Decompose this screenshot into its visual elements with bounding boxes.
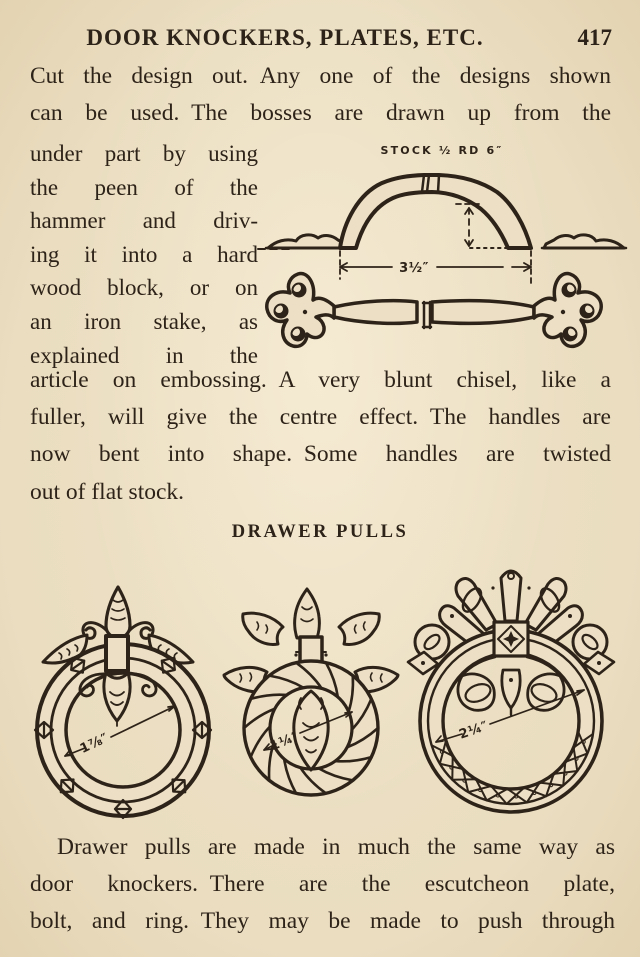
handle-side-view [258, 144, 626, 286]
drawer-pull-rope-ring-figure [212, 565, 407, 820]
drawer-pull-3 [408, 571, 614, 812]
paragraph-drawer-pulls [30, 829, 615, 941]
handle-width-dimension: 3½″ [399, 261, 429, 276]
paragraph-intro [30, 58, 611, 133]
pull1-diameter-dimension: 1⅞″ [77, 730, 112, 757]
text-line: under part by using [30, 141, 258, 166]
text-line: can be used. The bosses are drawn up from the [30, 100, 611, 127]
drawer-pull-rosette-figure [398, 558, 633, 838]
drawer-pull-1 [35, 587, 211, 818]
text-line: door knockers. There are the escutcheon plate, [30, 871, 615, 898]
pull3-diameter-dimension: 2¼″ [457, 718, 491, 743]
text-line: out of flat stock. [30, 478, 185, 505]
text-line: article on embossing. A very blunt chisel, like a [30, 367, 611, 393]
handle-figure [256, 138, 636, 375]
text-line: wood block, or on [30, 275, 258, 301]
text-line: an iron stake, as [30, 308, 258, 334]
text-line: Drawer pulls are made in much the same way as [57, 834, 615, 860]
text-line: ing it into a hard [30, 241, 258, 267]
text-line: bolt, and ring. They may be made to push through [30, 908, 615, 935]
page-number: 417 [577, 25, 612, 50]
stock-dimension-label: STOCK ½ RD 6″ [380, 144, 504, 157]
trefoil-escutcheon [267, 274, 334, 347]
section-heading-drawer-pulls: DRAWER PULLS [231, 522, 409, 542]
page-title: DOOR KNOCKERS, PLATES, ETC. [86, 25, 484, 50]
text-line: explained in the [30, 342, 258, 368]
text-line: Cut the design out. Any one of the designs shown [30, 63, 611, 89]
pull2-diameter-dimension: 1¼″ [268, 729, 302, 755]
handle-top-view [267, 274, 601, 347]
text-line: hammer and driv- [30, 208, 258, 234]
text-line: fuller, will give the centre effect. The handles are [30, 404, 611, 431]
text-line: the peen of the [30, 174, 258, 200]
left-column-text [30, 137, 258, 372]
pull-bolt [106, 636, 128, 671]
paragraph-embossing [30, 362, 611, 511]
drawer-pull-studded-ring-figure [25, 575, 225, 825]
text-line: now bent into shape. Some handles are twisted [30, 441, 611, 468]
drawer-pull-2 [224, 589, 398, 795]
